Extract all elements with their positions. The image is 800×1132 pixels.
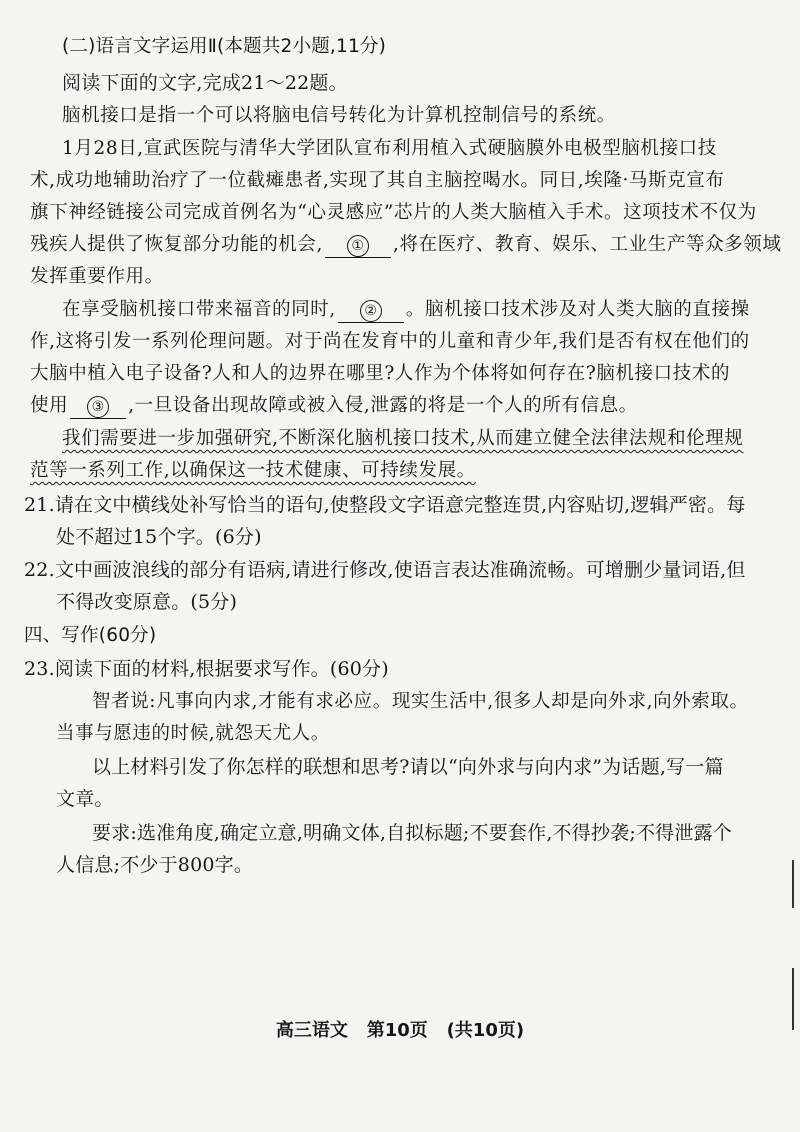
blank-number: ② [360, 300, 382, 322]
section-heading: (二)语言文字运用Ⅱ(本题共2小题,11分) [62, 36, 387, 57]
passage-line-with-blank [30, 393, 638, 419]
passage-text: 。脑机接口技术涉及对人类大脑的直接操 [405, 299, 750, 320]
footer-page-number: 第10页 [366, 1020, 428, 1041]
passage-text: ,一旦设备出现故障或被入侵,泄露的将是一个人的所有信息。 [128, 395, 638, 416]
wavy-underlined-sentence [62, 426, 743, 452]
writing-section-heading: 四、写作(60分) [24, 625, 157, 646]
question-22: 22.文中画波浪线的部分有语病,请进行修改,使语言表达准确流畅。可增删少量词语,但 [24, 559, 746, 581]
material-line: 智者说:凡事向内求,才能有求必应。现实生活中,很多人却是向外求,向外索取。 [92, 691, 749, 712]
question-21: 21.请在文中横线处补写恰当的语句,使整段文字语意完整连贯,内容贴切,逻辑严密。每 [24, 494, 746, 516]
wavy-underlined-sentence [30, 458, 476, 484]
material-line: 当事与愿违的时候,就怨天尤人。 [56, 723, 330, 744]
passage-text: 使用 [30, 395, 69, 416]
page-footer [0, 1016, 800, 1042]
writing-requirements-cont: 人信息;不少于800字。 [56, 854, 254, 876]
question-22-cont: 不得改变原意。(5分) [56, 591, 238, 613]
passage-line: 作,这将引发一系列伦理问题。对于尚在发育中的儿童和青少年,我们是否有权在他们的 [30, 331, 750, 352]
passage-line: 发挥重要作用。 [30, 266, 164, 287]
binding-mark [792, 860, 794, 908]
passage-text: 在享受脑机接口带来福音的同时, [62, 299, 336, 320]
blank-number: ③ [87, 396, 109, 418]
writing-prompt: 以上材料引发了你怎样的联想和思考?请以“向外求与向内求”为话题,写一篇 [92, 756, 724, 778]
writing-prompt-cont: 文章。 [56, 788, 114, 810]
wavy-text: 范等一系列工作,以确保这一技术健康、可持续发展。 [30, 460, 476, 481]
question-21-cont: 处不超过15个字。(6分) [56, 526, 262, 548]
blank-number: ① [347, 235, 369, 257]
footer-subject: 高三语文 [275, 1020, 348, 1041]
wavy-text: 我们需要进一步加强研究,不断深化脑机接口技术,从而建立健全法律法规和伦理规 [62, 428, 744, 449]
passage-line: 术,成功地辅助治疗了一位截瘫患者,实现了其自主脑控喝水。同日,埃隆·马斯克宣布 [30, 170, 725, 191]
footer-page-total: (共10页) [446, 1020, 525, 1041]
passage-text: ,将在医疗、教育、娱乐、工业生产等众多领域 [392, 234, 782, 255]
passage-line-with-blank [30, 232, 781, 258]
writing-requirements: 要求:选准角度,确定立意,明确文体,自拟标题;不要套作,不得抄袭;不得泄露个 [92, 822, 732, 844]
passage-line: 旗下神经链接公司完成首例名为“心灵感应”芯片的人类大脑植入手术。这项技术不仅为 [30, 202, 757, 223]
fill-blank-2[interactable] [338, 299, 404, 323]
passage-line: 大脑中植入电子设备?人和人的边界在哪里?人作为个体将如何存在?脑机接口技术的 [30, 363, 731, 384]
fill-blank-1[interactable] [325, 234, 391, 258]
passage-definition: 脑机接口是指一个可以将脑电信号转化为计算机控制信号的系统。 [62, 105, 616, 126]
passage-line: 1月28日,宣武医院与清华大学团队宣布利用植入式硬脑膜外电极型脑机接口技 [62, 138, 717, 159]
passage-line-with-blank [62, 297, 750, 323]
question-23: 23.阅读下面的材料,根据要求写作。(60分) [24, 658, 389, 680]
fill-blank-3[interactable] [70, 395, 126, 419]
reading-instruction: 阅读下面的文字,完成21～22题。 [62, 72, 348, 94]
passage-text: 残疾人提供了恢复部分功能的机会, [30, 234, 323, 255]
